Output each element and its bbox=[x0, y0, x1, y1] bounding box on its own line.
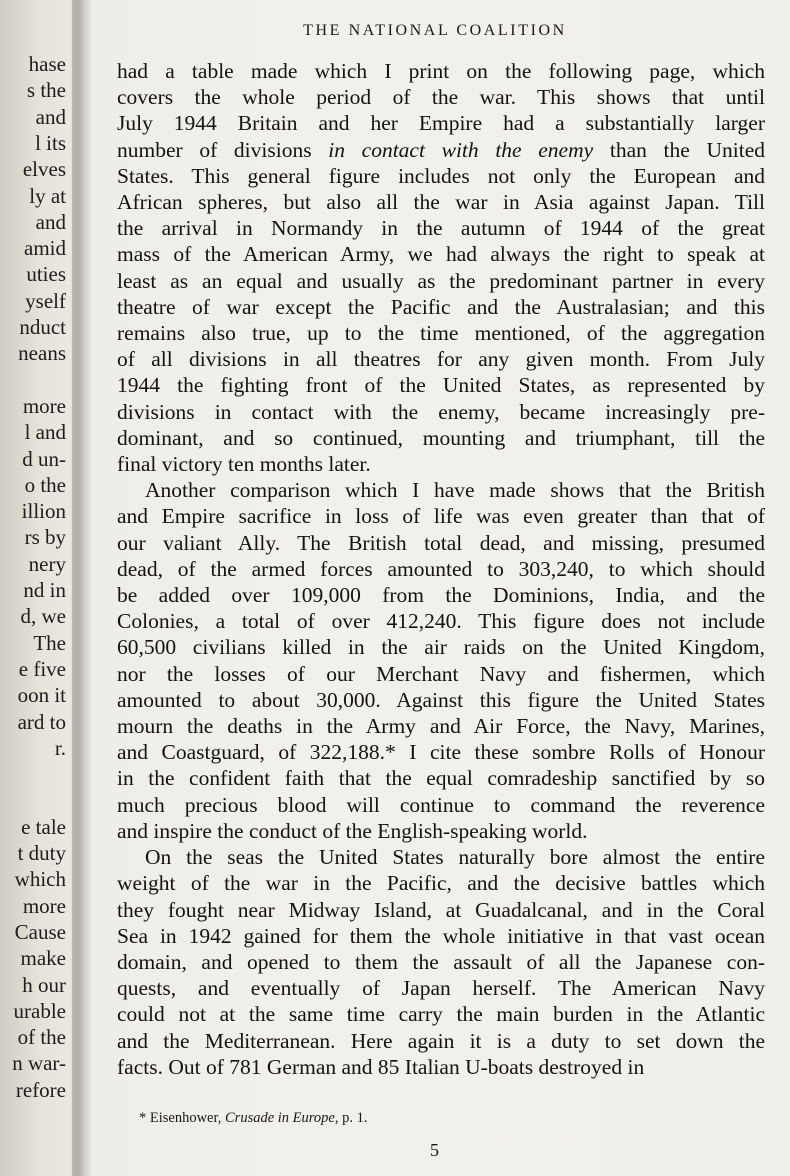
left-page-fragment: s the bbox=[26, 78, 66, 103]
text-line: July 1944 Britain and her Empire had a substantially larger bbox=[117, 111, 765, 136]
left-page-fragment: o the bbox=[24, 472, 66, 497]
left-page-fragment: and bbox=[35, 209, 66, 234]
text-line: they fought near Midway Island, at Guadalcanal, and in the Coral bbox=[117, 897, 765, 922]
left-page-fragment: d, we bbox=[20, 604, 66, 629]
left-page-fragment: l and bbox=[24, 420, 66, 445]
text-line: quests, and eventually of Japan herself. The American Navy bbox=[117, 976, 765, 1001]
left-page-fragment: of the bbox=[17, 1025, 66, 1050]
left-page-fragment: l its bbox=[35, 130, 66, 155]
left-page-fragment: more bbox=[22, 893, 66, 918]
left-page-fragment: nduct bbox=[19, 315, 66, 339]
left-page-fragment: rs by bbox=[24, 525, 66, 550]
left-page-fragment: e tale bbox=[21, 814, 66, 839]
running-head: THE NATIONAL COALITION bbox=[303, 22, 567, 39]
left-page-fragment: make bbox=[20, 946, 66, 971]
text-line: had a table made which I print on the following page, which bbox=[117, 59, 765, 83]
text-line: our valiant Ally. The British total dead, and missing, presumed bbox=[117, 530, 765, 555]
left-page-fragment: uties bbox=[26, 262, 66, 287]
left-page-fragment: e five bbox=[18, 656, 66, 681]
left-page-fragment: elves bbox=[22, 157, 66, 182]
footnote bbox=[139, 1110, 367, 1127]
left-page-fragment: more bbox=[22, 393, 66, 418]
left-page-edge bbox=[0, 0, 72, 1176]
left-page-fragment: yself bbox=[25, 288, 66, 313]
left-page-fragment: nery bbox=[28, 551, 66, 576]
text-line: could not at the same time carry the main burden in the Atlantic bbox=[117, 1002, 765, 1027]
left-page-fragment: n war- bbox=[12, 1051, 66, 1076]
left-page-fragment: amid bbox=[24, 236, 66, 261]
left-page-fragment: h our bbox=[22, 972, 66, 997]
body-text bbox=[117, 58, 765, 1080]
left-page-fragment: r. bbox=[54, 735, 66, 760]
text-run: number of divisions bbox=[117, 137, 329, 162]
text-line: domain, and opened to them the assault of all the Japanese con- bbox=[117, 949, 765, 974]
text-line: least as an equal and usually as the predominant partner in every bbox=[117, 268, 765, 293]
left-page-fragment: oon it bbox=[17, 683, 66, 708]
text-line: Colonies, a total of over 412,240. This figure does not include bbox=[117, 609, 765, 634]
left-page-fragment: t duty bbox=[17, 841, 66, 865]
text-line: theatre of war except the Pacific and the Australasian; and this bbox=[117, 294, 765, 319]
left-page-fragment: refore bbox=[15, 1077, 66, 1102]
text-run: than the United bbox=[593, 137, 765, 162]
left-page-fragment: which bbox=[14, 867, 66, 892]
italic-run: in contact with the enemy bbox=[328, 137, 594, 162]
text-line: Sea in 1942 gained for them the whole initiative in that vast ocean bbox=[117, 923, 765, 948]
left-page-fragment: neans bbox=[18, 341, 66, 366]
left-page-fragment: d un- bbox=[22, 446, 66, 471]
text-line: States. This general figure includes not only the European and bbox=[117, 163, 765, 188]
text-line: divisions in contact with the enemy, became increasingly pre- bbox=[117, 399, 765, 424]
text-line: be added over 109,000 from the Dominions, India, and the bbox=[117, 583, 765, 608]
text-line: African spheres, but also all the war in Asia against Japan. Till bbox=[117, 190, 765, 215]
text-line: Another comparison which I have made shows that the British bbox=[145, 478, 765, 503]
text-line: amounted to about 30,000. Against this figure the United States bbox=[117, 687, 765, 712]
text-line: and the Mediterranean. Here again it is a duty to set down the bbox=[117, 1028, 765, 1053]
text-line: and inspire the conduct of the English-speaking world. bbox=[117, 818, 588, 843]
text-line: weight of the war in the Pacific, and the decisive battles which bbox=[117, 871, 765, 896]
text-line: in the confident faith that the equal comradeship sanctified by so bbox=[117, 766, 765, 791]
text-line: mass of the American Army, we had always the right to speak at bbox=[117, 242, 765, 267]
text-line: facts. Out of 781 German and 85 Italian U-boats destroyed in bbox=[117, 1054, 645, 1079]
text-line: covers the whole period of the war. This shows that until bbox=[117, 85, 765, 110]
text-line: On the seas the United States naturally bore almost the entire bbox=[145, 845, 765, 870]
left-page-fragment: ly at bbox=[29, 183, 66, 208]
footnote-prefix: * Eisenhower, bbox=[139, 1110, 225, 1126]
left-page-fragment: Cause bbox=[14, 919, 66, 944]
text-line bbox=[117, 137, 765, 163]
text-line: 1944 the fighting front of the United States, as represented by bbox=[117, 373, 765, 398]
left-page-fragment: urable bbox=[13, 998, 66, 1023]
text-line: final victory ten months later. bbox=[117, 452, 371, 477]
text-line: and Empire sacrifice in loss of life was even greater than that of bbox=[117, 504, 765, 529]
text-line: much precious blood will continue to command the reverence bbox=[117, 792, 765, 817]
page-number: 5 bbox=[430, 1140, 439, 1160]
text-line: of all divisions in all theatres for any given month. From July bbox=[117, 347, 765, 372]
text-line: and Coastguard, of 322,188.* I cite these sombre Rolls of Honour bbox=[117, 740, 765, 765]
text-line: remains also true, up to the time mentioned, of the aggregation bbox=[117, 321, 765, 346]
footnote-title: Crusade in Europe bbox=[225, 1110, 335, 1126]
text-line: dominant, and so continued, mounting and triumphant, till the bbox=[117, 425, 765, 450]
text-line: the arrival in Normandy in the autumn of 1944 of the great bbox=[117, 216, 765, 241]
left-page-fragment: illion bbox=[21, 499, 66, 524]
left-page-fragment: ard to bbox=[17, 709, 66, 734]
text-line: dead, of the armed forces amounted to 303,240, to which should bbox=[117, 556, 765, 581]
book-gutter bbox=[72, 0, 94, 1176]
left-page-fragment: nd in bbox=[23, 578, 66, 602]
left-page-fragment: and bbox=[35, 104, 66, 129]
footnote-suffix: , p. 1. bbox=[334, 1110, 368, 1126]
text-line: 60,500 civilians killed in the air raids on the United Kingdom, bbox=[117, 635, 765, 660]
text-line: nor the losses of our Merchant Navy and fishermen, which bbox=[117, 661, 765, 686]
left-page-fragment: The bbox=[33, 630, 66, 655]
left-page-fragment: hase bbox=[28, 52, 66, 76]
text-line: mourn the deaths in the Army and Air Force, the Navy, Marines, bbox=[117, 714, 765, 739]
